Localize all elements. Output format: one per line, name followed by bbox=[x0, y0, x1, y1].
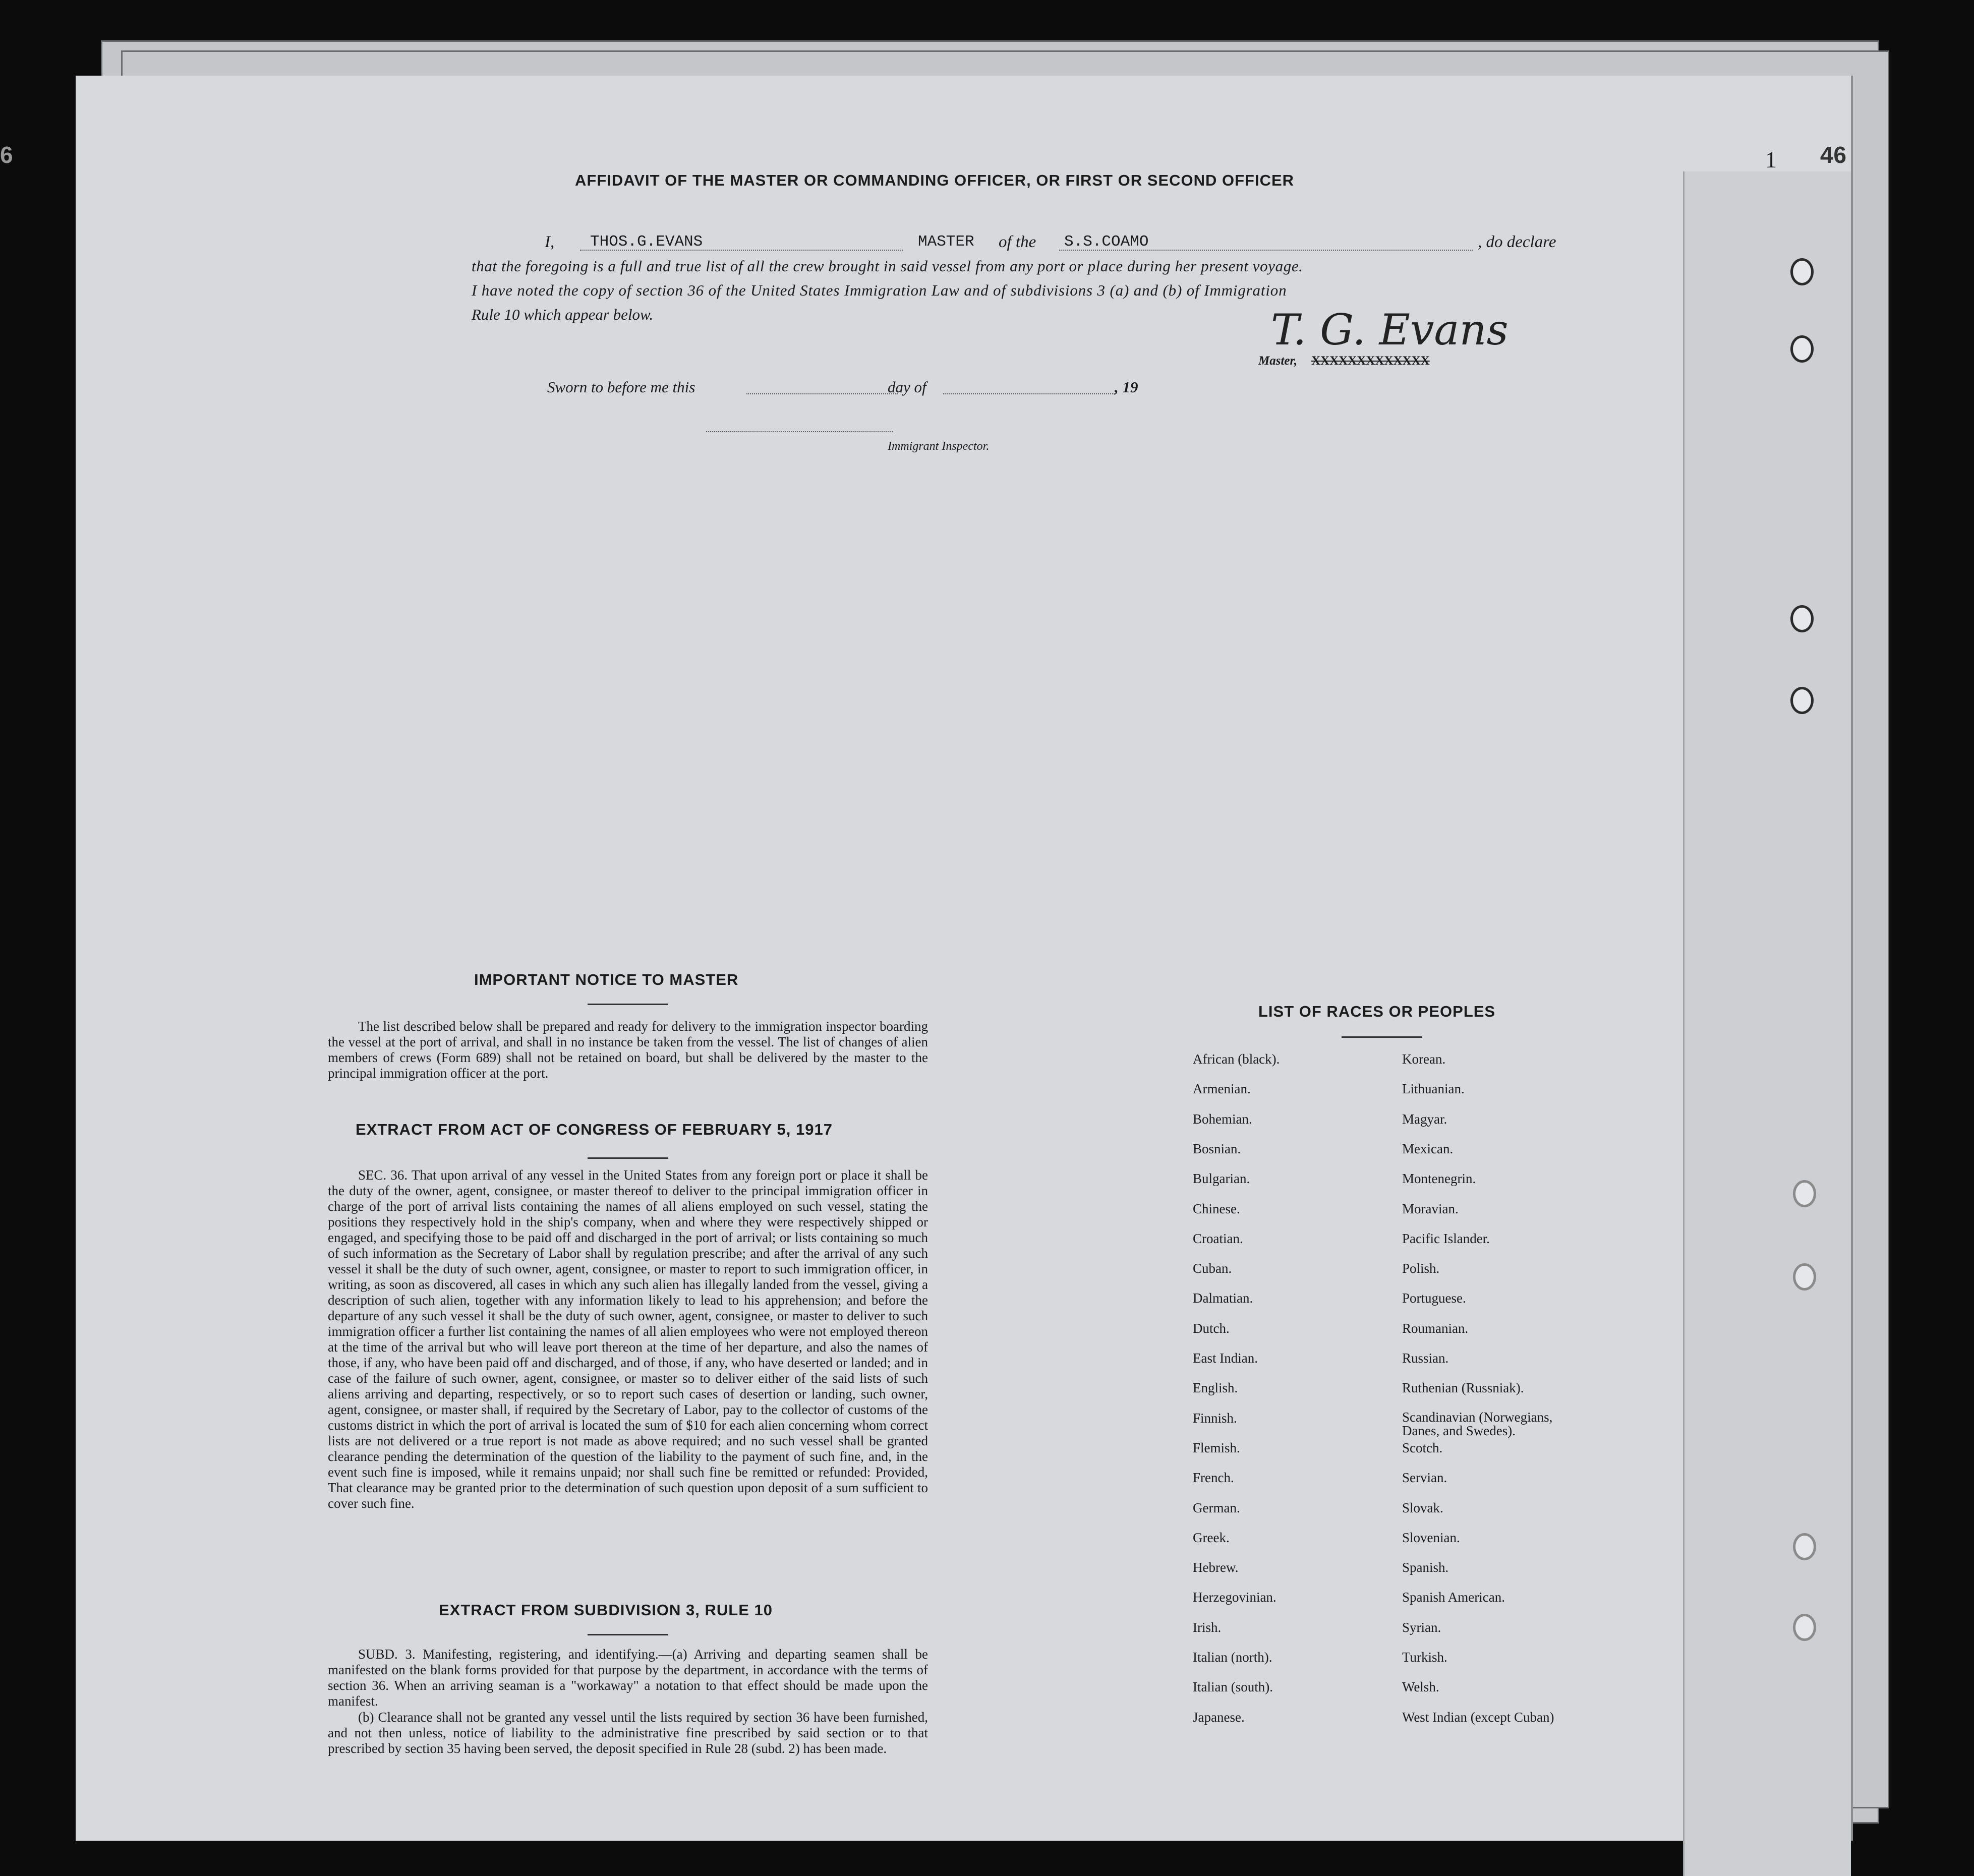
races-title: LIST OF RACES OR PEOPLES bbox=[1258, 1003, 1496, 1020]
race-item: Slovenian. bbox=[1402, 1530, 1460, 1545]
race-item: Pacific Islander. bbox=[1402, 1230, 1490, 1246]
race-item: Moravian. bbox=[1402, 1201, 1459, 1216]
race-item: Ruthenian (Russniak). bbox=[1402, 1380, 1524, 1396]
race-item: Finnish. bbox=[1193, 1410, 1237, 1426]
race-item: Chinese. bbox=[1193, 1201, 1240, 1216]
notice-text: The list described below shall be prepared and ready for delivery to the immigration inspector boarding the vessel at the port of arrival, and shall in no instance be taken from the vessel. The list of changes of alien members of crews (Form 689) shall not be retained on board, but shall be delivered by the master to the principal immigration officer at the port. bbox=[328, 1019, 928, 1081]
rule-text-b: (b) Clearance shall not be granted any vessel until the lists required by section 36 have been furnished, and not then unless, notice of liability to the administrative fine prescribed by said section or to that prescribed by section 35 having been served, the deposit specified in Rule 28 (subd. 2) has been made. bbox=[328, 1710, 928, 1756]
race-item: Magyar. bbox=[1402, 1111, 1447, 1127]
race-item: Bosnian. bbox=[1193, 1141, 1241, 1156]
affidavit-title: AFFIDAVIT OF THE MASTER OR COMMANDING OFFICER, OR FIRST OR SECOND OFFICER bbox=[575, 171, 1295, 189]
sworn-label: Sworn to before me this bbox=[547, 378, 695, 396]
vessel-name: S.S.COAMO bbox=[1064, 233, 1149, 251]
do-declare-label: , do declare bbox=[1478, 233, 1556, 251]
page-number-right: 46 bbox=[1820, 142, 1847, 168]
race-item: Irish. bbox=[1193, 1619, 1222, 1635]
race-item: Croatian. bbox=[1193, 1230, 1243, 1246]
race-item: Hebrew. bbox=[1193, 1560, 1239, 1575]
binder-hole bbox=[1793, 1533, 1816, 1560]
race-item: French. bbox=[1193, 1470, 1234, 1486]
race-item: Portuguese. bbox=[1402, 1291, 1466, 1306]
race-item: Japanese. bbox=[1193, 1709, 1245, 1725]
race-item: German. bbox=[1193, 1500, 1240, 1515]
inspector-line bbox=[706, 431, 893, 432]
act-title: EXTRACT FROM ACT OF CONGRESS OF FEBRUARY 5, 1917 bbox=[356, 1121, 833, 1138]
race-item: Italian (south). bbox=[1193, 1679, 1273, 1695]
sworn-day-line bbox=[746, 393, 898, 394]
race-item: English. bbox=[1193, 1380, 1238, 1396]
race-item: Armenian. bbox=[1193, 1081, 1251, 1097]
race-item: Welsh. bbox=[1402, 1679, 1439, 1695]
race-item: Russian. bbox=[1402, 1351, 1449, 1366]
race-item: Syrian. bbox=[1402, 1619, 1441, 1635]
race-item: Turkish. bbox=[1402, 1650, 1447, 1665]
master-signature: T. G. Evans bbox=[1271, 305, 1508, 355]
race-item: Polish. bbox=[1402, 1261, 1440, 1276]
master-title-label: Master, bbox=[1258, 354, 1298, 368]
race-item: Herzegovinian. bbox=[1193, 1590, 1276, 1605]
binder-hole bbox=[1790, 605, 1814, 632]
race-item: East Indian. bbox=[1193, 1351, 1258, 1366]
act-text: SEC. 36. That upon arrival of any vessel in the United States from any foreign port or place it shall be the duty of the owner, agent, consignee, or master thereof to deliver to the principal immigration officer in charge of the port of arrival lists containing the names of all aliens employed on such vessel, stating the positions they respectively hold in the ship's company, when and where they were respectively shipped or engaged, and specifying those to be paid off and discharged in the port of arrival; or lists containing so much of such information as the Secretary of Labor shall by regulation prescribe; and after the arrival of any such vessel it shall be the duty of such owner, agent, consignee, or master to report to such immigration officer, in writing, as soon as discovered, all cases in which any such alien has illegally landed from the vessel, giving a description of such alien, together with any information likely to lead to his apprehension; and before the departure of any such vessel it shall be the duty of such owner, agent, consignee, or master to deliver to such immigration officer a further list containing the names of all alien employees who were not employed thereon at the time of the arrival but who will leave port thereon at the time of her departure, and also the names of those, if any, who have been paid off and discharged, and of those, if any, who have deserted or landed; and in case of the failure of such owner, agent, consignee, or master so to deliver either of the said lists of such aliens arriving and departing, respectively, or so to report such cases of desertion or landing, such owner, agent, consignee, or master shall, if required by the Secretary of Labor, pay to the collector of customs of the customs district in which the port of arrival is located the sum of $10 for each alien concerning whom correct lists are not delivered or a true report is not made as above required; and no such vessel shall be granted clearance pending the determination of the question of the liability to the payment of such fine, and, in the event such fine is imposed, while it remains unpaid; nor shall such fine be remitted or refunded: Provided, That clearance may be granted prior to the determination of such question upon deposit of a sum sufficient to cover such fine. bbox=[328, 1167, 928, 1511]
binder-hole bbox=[1793, 1263, 1816, 1291]
affidavit-line-4: Rule 10 which appear below. bbox=[472, 306, 654, 323]
race-item: Dutch. bbox=[1193, 1320, 1230, 1336]
race-item: Mexican. bbox=[1402, 1141, 1454, 1156]
race-item: Slovak. bbox=[1402, 1500, 1443, 1515]
day-of-label: day of bbox=[888, 378, 926, 396]
race-item: Scotch. bbox=[1402, 1440, 1443, 1455]
race-item: West Indian (except Cuban) bbox=[1402, 1709, 1554, 1725]
race-item: Korean. bbox=[1402, 1051, 1446, 1067]
race-item: Bulgarian. bbox=[1193, 1171, 1250, 1187]
race-item: Greek. bbox=[1193, 1530, 1230, 1545]
binder-hole bbox=[1793, 1180, 1816, 1207]
notice-title: IMPORTANT NOTICE TO MASTER bbox=[474, 971, 739, 988]
struck-title: XXXXXXXXXXXXX bbox=[1311, 354, 1430, 368]
binder-hole bbox=[1790, 335, 1814, 363]
race-item: African (black). bbox=[1193, 1051, 1280, 1067]
binder-hole bbox=[1793, 1614, 1816, 1641]
binder-hole bbox=[1790, 687, 1814, 714]
act-title-rule bbox=[588, 1157, 668, 1159]
race-item: Roumanian. bbox=[1402, 1320, 1469, 1336]
races-title-rule bbox=[1342, 1036, 1422, 1038]
race-item: Flemish. bbox=[1193, 1440, 1240, 1455]
year-label: , 19 bbox=[1115, 378, 1138, 396]
sworn-month-line bbox=[943, 393, 1115, 394]
affidavit-i-label: I, bbox=[545, 233, 555, 251]
race-item: Montenegrin. bbox=[1402, 1171, 1476, 1187]
of-the-label: of the bbox=[999, 233, 1036, 251]
folded-page-edge bbox=[1683, 171, 1851, 1876]
document-page bbox=[76, 76, 1853, 1841]
race-item: Cuban. bbox=[1193, 1261, 1232, 1276]
race-item: Lithuanian. bbox=[1402, 1081, 1465, 1097]
master-name: THOS.G.EVANS bbox=[590, 233, 703, 251]
race-item: Dalmatian. bbox=[1193, 1291, 1253, 1306]
page-number-left: 6 bbox=[0, 142, 14, 168]
corner-mark: 1 bbox=[1765, 147, 1777, 172]
race-item: Scandinavian (Norwegians, Danes, and Swedes). bbox=[1402, 1409, 1553, 1438]
rule-text-a: SUBD. 3. Manifesting, registering, and identifying.—(a) Arriving and departing seamen shall be manifested on the blank forms provided for that purpose by the department, in accordance with the terms of section 36. When an arriving seaman is a "workaway" a notation to that effect should be made upon the manifest. bbox=[328, 1647, 928, 1709]
affidavit-line-3: I have noted the copy of section 36 of the United States Immigration Law and of subdivisions 3 (a) and (b) of Immigration bbox=[472, 281, 1287, 299]
race-item: Italian (north). bbox=[1193, 1650, 1272, 1665]
rule-title: EXTRACT FROM SUBDIVISION 3, RULE 10 bbox=[439, 1601, 773, 1619]
race-item: Spanish. bbox=[1402, 1560, 1449, 1575]
affidavit-line-2: that the foregoing is a full and true list of all the crew brought in said vessel from any port or place during her present voyage. bbox=[472, 257, 1303, 275]
rule-title-rule bbox=[588, 1634, 668, 1635]
race-item: Bohemian. bbox=[1193, 1111, 1252, 1127]
race-item: Servian. bbox=[1402, 1470, 1447, 1486]
race-item: Spanish American. bbox=[1402, 1590, 1505, 1605]
master-rank: MASTER bbox=[918, 233, 974, 251]
binder-hole bbox=[1790, 258, 1814, 285]
notice-title-rule bbox=[588, 1004, 668, 1005]
inspector-label: Immigrant Inspector. bbox=[888, 440, 990, 453]
